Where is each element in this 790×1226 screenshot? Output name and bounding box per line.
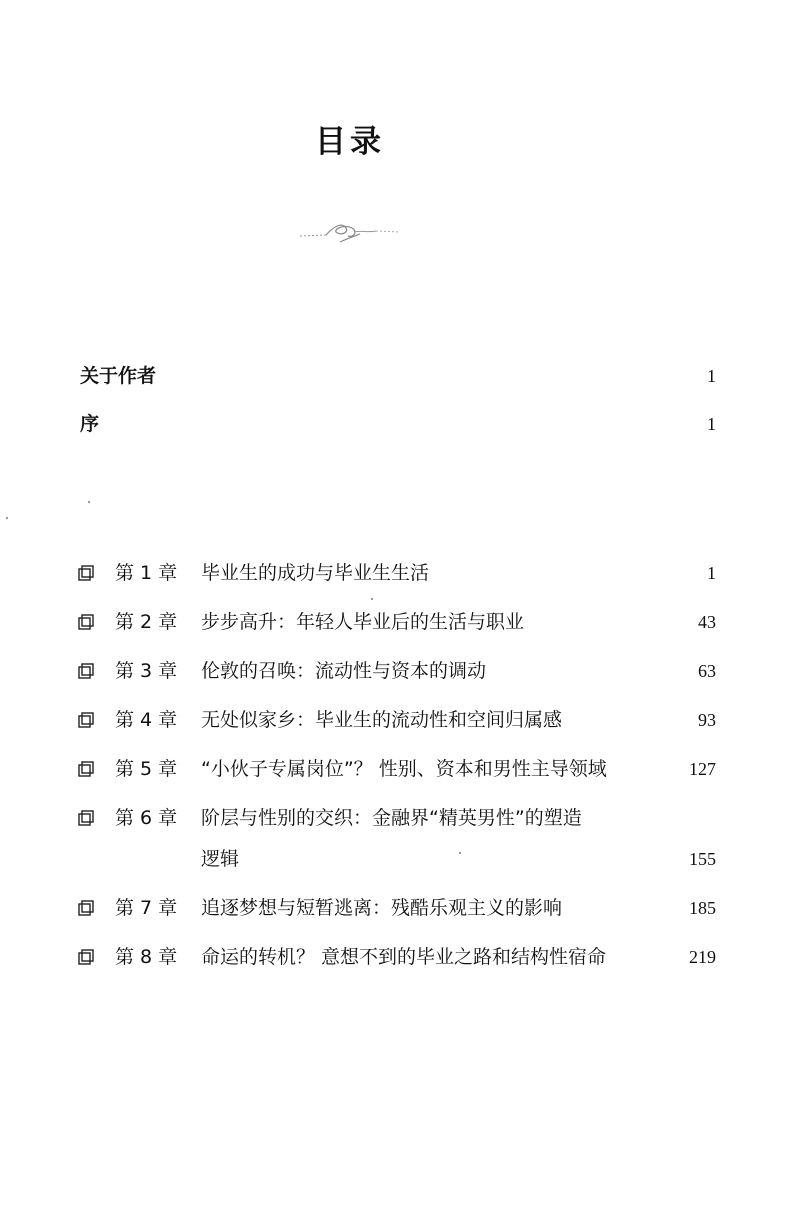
chapter-title: 步步高升：年轻人毕业后的生活与职业 <box>201 611 525 633</box>
toc-page-number: 1 <box>707 366 716 386</box>
nested-squares-icon <box>78 712 94 728</box>
scan-speck <box>459 852 461 854</box>
chapter-title: 无处似家乡：毕业生的流动性和空间归属感 <box>201 709 563 731</box>
toc-entry-chapter-1[interactable] <box>0 556 790 590</box>
chapter-title: 毕业生的成功与毕业生生活 <box>201 562 430 584</box>
nested-squares-icon <box>78 949 94 965</box>
nested-squares-icon <box>78 810 94 826</box>
toc-entry-chapter-6[interactable] <box>0 801 790 881</box>
toc-entry-label: 序 <box>80 413 100 435</box>
decorative-flourish-icon <box>296 212 406 248</box>
chapter-title: 命运的转机？ 意想不到的毕业之路和结构性宿命 <box>201 946 607 968</box>
nested-squares-icon <box>78 900 94 916</box>
toc-page-number: 93 <box>698 710 716 730</box>
chapter-number: 第 1 章 <box>115 562 178 584</box>
toc-page-number: 63 <box>698 661 716 681</box>
chapter-title-continuation: 逻辑 <box>201 848 240 870</box>
toc-entry-chapter-2[interactable] <box>0 605 790 639</box>
toc-page-number: 1 <box>707 563 716 583</box>
chapter-number: 第 6 章 <box>115 807 178 829</box>
toc-entry-chapter-7[interactable] <box>0 891 790 925</box>
scan-speck <box>371 598 373 600</box>
page-title: 目录 <box>315 124 385 160</box>
toc-entry-about-author[interactable] <box>0 359 790 393</box>
toc-entry-chapter-8[interactable] <box>0 940 790 974</box>
toc-entry-label: 关于作者 <box>80 365 157 387</box>
toc-page-number: 43 <box>698 612 716 632</box>
scan-speck <box>6 517 8 519</box>
chapter-title: 追逐梦想与短暂逃离：残酷乐观主义的影响 <box>201 897 563 919</box>
chapter-number: 第 2 章 <box>115 611 178 633</box>
chapter-title: 阶层与性别的交织：金融界“精英男性”的塑造 <box>201 807 582 829</box>
toc-entry-chapter-4[interactable] <box>0 703 790 737</box>
nested-squares-icon <box>78 614 94 630</box>
toc-entry-chapter-3[interactable] <box>0 654 790 688</box>
toc-page-number: 1 <box>707 414 716 434</box>
chapter-title: 伦敦的召唤：流动性与资本的调动 <box>201 660 487 682</box>
toc-page-number: 219 <box>689 947 716 967</box>
nested-squares-icon <box>78 565 94 581</box>
chapter-number: 第 5 章 <box>115 758 178 780</box>
chapter-number: 第 8 章 <box>115 946 178 968</box>
chapter-number: 第 7 章 <box>115 897 178 919</box>
scan-speck <box>88 501 90 503</box>
toc-entry-chapter-5[interactable] <box>0 752 790 786</box>
toc-page-number: 185 <box>689 898 716 918</box>
chapter-title: “小伙子专属岗位”？ 性别、资本和男性主导领域 <box>201 758 607 780</box>
chapter-number: 第 3 章 <box>115 660 178 682</box>
nested-squares-icon <box>78 663 94 679</box>
toc-page-number: 155 <box>689 849 716 869</box>
nested-squares-icon <box>78 761 94 777</box>
chapter-number: 第 4 章 <box>115 709 178 731</box>
toc-entry-preface[interactable] <box>0 407 790 441</box>
toc-page-number: 127 <box>689 759 716 779</box>
